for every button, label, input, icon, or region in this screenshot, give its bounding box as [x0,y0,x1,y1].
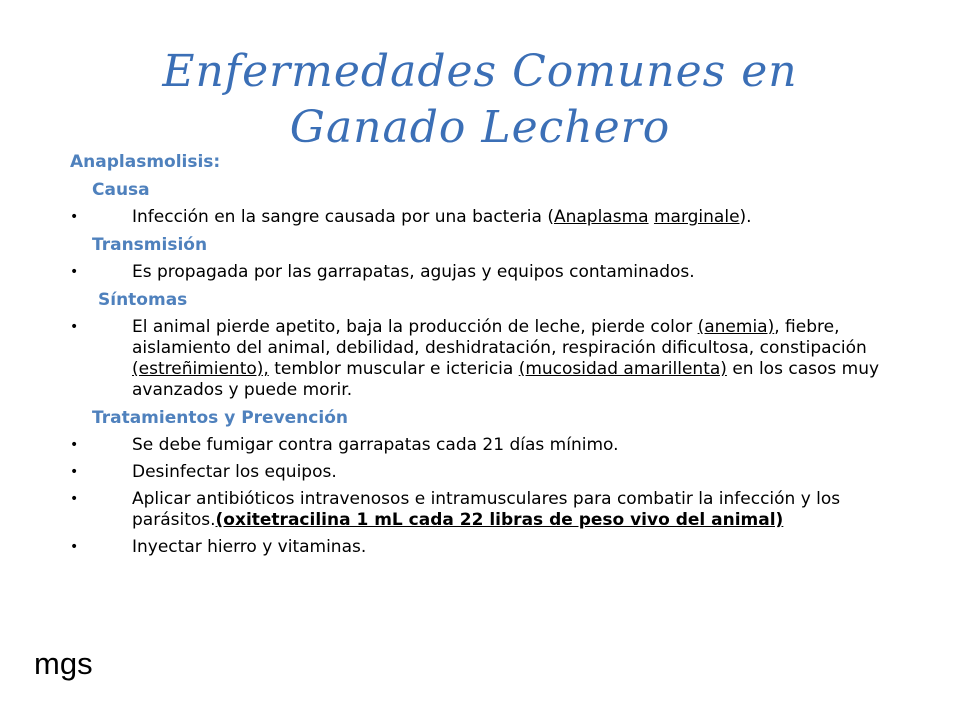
bullet-marker: • [70,209,79,225]
dosage-note: (oxitetracilina 1 mL cada 22 libras de peso vivo del animal) [215,510,784,530]
bullet-marker: • [70,539,79,555]
estrenimiento-term: (estreñimiento), [132,359,269,379]
anaplasma-term: Anaplasma [553,207,649,227]
bullet-marker: • [70,491,79,507]
tratamiento-bullet-3 [70,489,900,531]
sintomas-text-2: , fiebre, aislamiento del animal, debilidad, deshidratación, respiración dificultosa, constipación [132,317,867,358]
tratamiento-bullet-2 [70,462,900,483]
transmision-text: Es propagada por las garrapatas, agujas y equipos contaminados. [132,262,695,282]
tratamiento-bullet-1 [70,435,900,456]
slide-title [120,44,840,156]
slide-title-line-2: Ganado Lechero [289,102,671,153]
transmision-bullet [70,262,900,283]
bullet-marker: • [70,264,79,280]
tratamientos-heading: Tratamientos y Prevención [92,408,348,428]
mucosidad-term: (mucosidad amarillenta) [518,359,727,379]
disease-heading: Anaplasmolisis: [70,152,221,172]
tratamiento-text-3: Aplicar antibióticos intravenosos e intramusculares para combatir la infección y los parásitos. [132,489,841,530]
author-signature: mgs [34,646,93,681]
sintomas-heading: Síntomas [98,290,188,310]
causa-bullet [70,207,900,228]
slide-title-line-1: Enfermedades Comunes en [162,46,798,97]
sintomas-text-3: temblor muscular e ictericia [268,359,519,379]
transmision-heading: Transmisión [92,235,208,255]
tratamiento-text-4: Inyectar hierro y vitaminas. [132,537,367,557]
tratamiento-text-2: Desinfectar los equipos. [132,462,337,482]
sintomas-text-4: en los casos muy avanzados y puede morir. [132,359,880,400]
tratamiento-bullet-4 [70,537,900,558]
tratamiento-text-1: Se debe fumigar contra garrapatas cada 21 días mínimo. [132,435,619,455]
anemia-term: (anemia) [697,317,775,337]
marginale-term: marginale [653,207,740,227]
causa-text: Infección en la sangre causada por una bacteria ( [132,207,554,227]
causa-text-end: ). [739,207,752,227]
bullet-marker: • [70,319,79,335]
bullet-marker: • [70,464,79,480]
sintomas-bullet [70,317,900,401]
sintomas-text-1: El animal pierde apetito, baja la producción de leche, pierde color [132,317,698,337]
causa-heading: Causa [92,180,150,200]
bullet-marker: • [70,437,79,453]
slide-body [70,152,900,564]
